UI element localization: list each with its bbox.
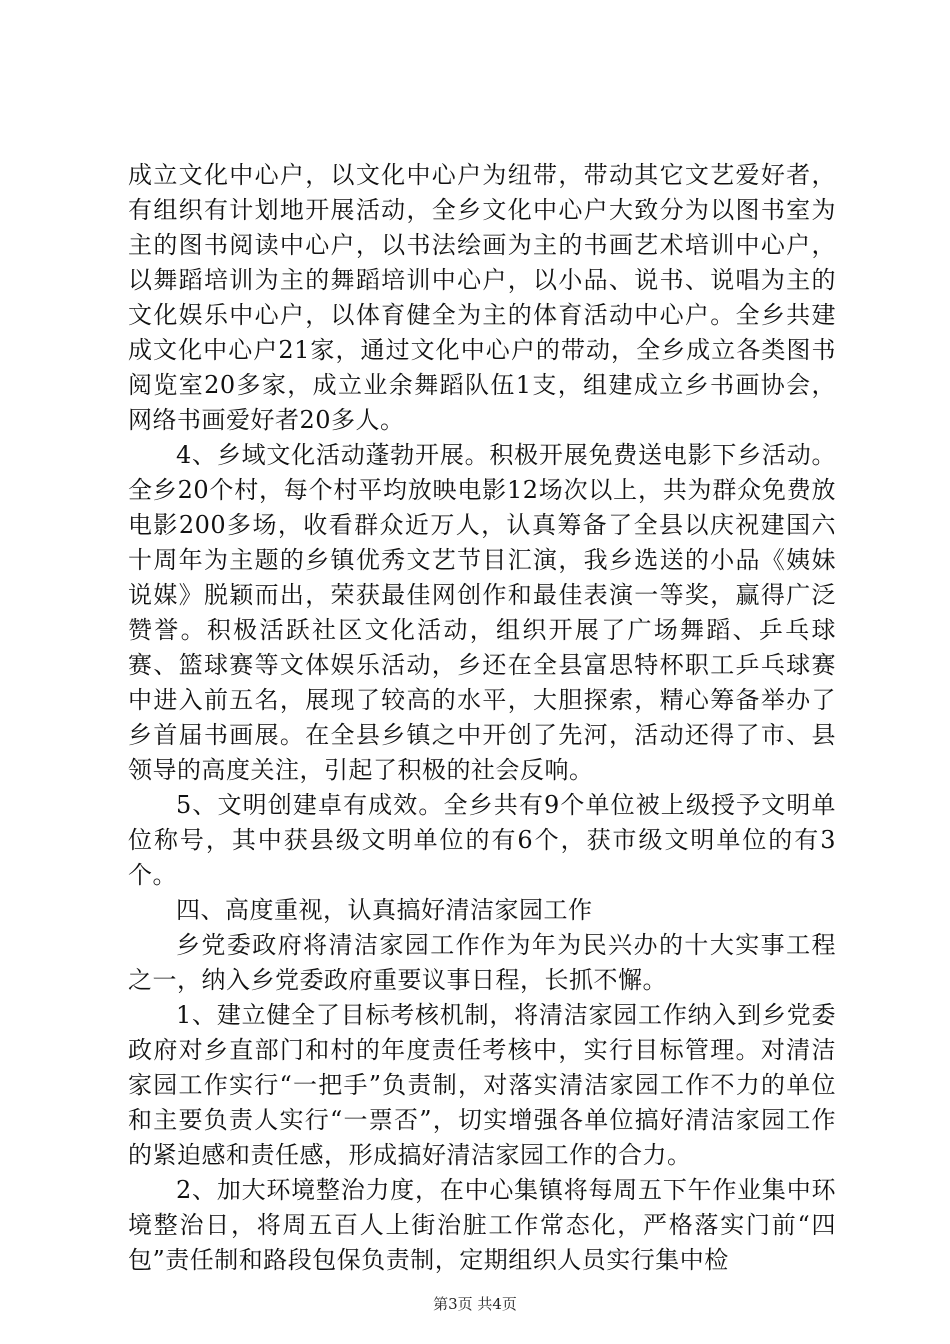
paragraph-1: 成立文化中心户，以文化中心户为纽带，带动其它文艺爱好者，有组织有计划地开展活动，全乡文化中心户大致分为以图书室为主的图书阅读中心户，以书法绘画为主的书画艺术培训中心户，以舞蹈培训为主的舞蹈培训中心户，以小品、说书、说唱为主的文化娱乐中心户，以体育健全为主的体育活动中心户。全乡共建成文化中心户21家，通过文化中心户的带动，全乡成立各类图书阅览室20多家，成立业余舞蹈队伍1支，组建成立乡书画协会，网络书画爱好者20多人。 [128, 161, 836, 434]
paragraph-2: 4、乡域文化活动蓬勃开展。积极开展免费送电影下乡活动。全乡20个村，每个村平均放映电影12场次以上，共为群众免费放电影200多场，收看群众近万人，认真筹备了全县以庆祝建国六十周年为主题的乡镇优秀文艺节目汇演，我乡选送的小品《姨妹说媒》脱颖而出，荣获最佳网创作和最佳表演一等奖，赢得广泛赞誉。积极活跃社区文化活动，组织开展了广场舞蹈、乒乓球赛、篮球赛等文体娱乐活动，乡还在全县富思特杯职工乒乓球赛中进入前五名，展现了较高的水平，大胆探索，精心筹备举办了乡首届书画展。在全县乡镇之中开创了先河，活动还得了市、县领导的高度关注，引起了积极的社会反响。 [128, 441, 836, 784]
paragraph-3: 5、文明创建卓有成效。全乡共有9个单位被上级授予文明单位称号，其中获县级文明单位的有6个，获市级文明单位的有3个。 [128, 791, 836, 889]
paragraph-6: 1、建立健全了目标考核机制，将清洁家园工作纳入到乡党委政府对乡直部门和村的年度责任考核中，实行目标管理。对清洁家园工作实行“一把手”负责制，对落实清洁家园工作不力的单位和主要负责人实行“一票否”，切实增强各单位搞好清洁家园工作的紧迫感和责任感，形成搞好清洁家园工作的合力。 [128, 1001, 836, 1169]
page-number-footer: 第3页 共4页 [433, 1295, 517, 1313]
paragraph-5: 乡党委政府将清洁家园工作作为年为民兴办的十大实事工程之一，纳入乡党委政府重要议事日程，长抓不懈。 [128, 931, 836, 994]
section-heading: 四、高度重视，认真搞好清洁家园工作 [176, 896, 593, 924]
document-body [128, 158, 836, 1278]
paragraph-7: 2、加大环境整治力度，在中心集镇将每周五下午作业集中环境整治日，将周五百人上街治脏工作常态化，严格落实门前“四包”责任制和路段包保负责制，定期组织人员实行集中检 [128, 1176, 836, 1274]
